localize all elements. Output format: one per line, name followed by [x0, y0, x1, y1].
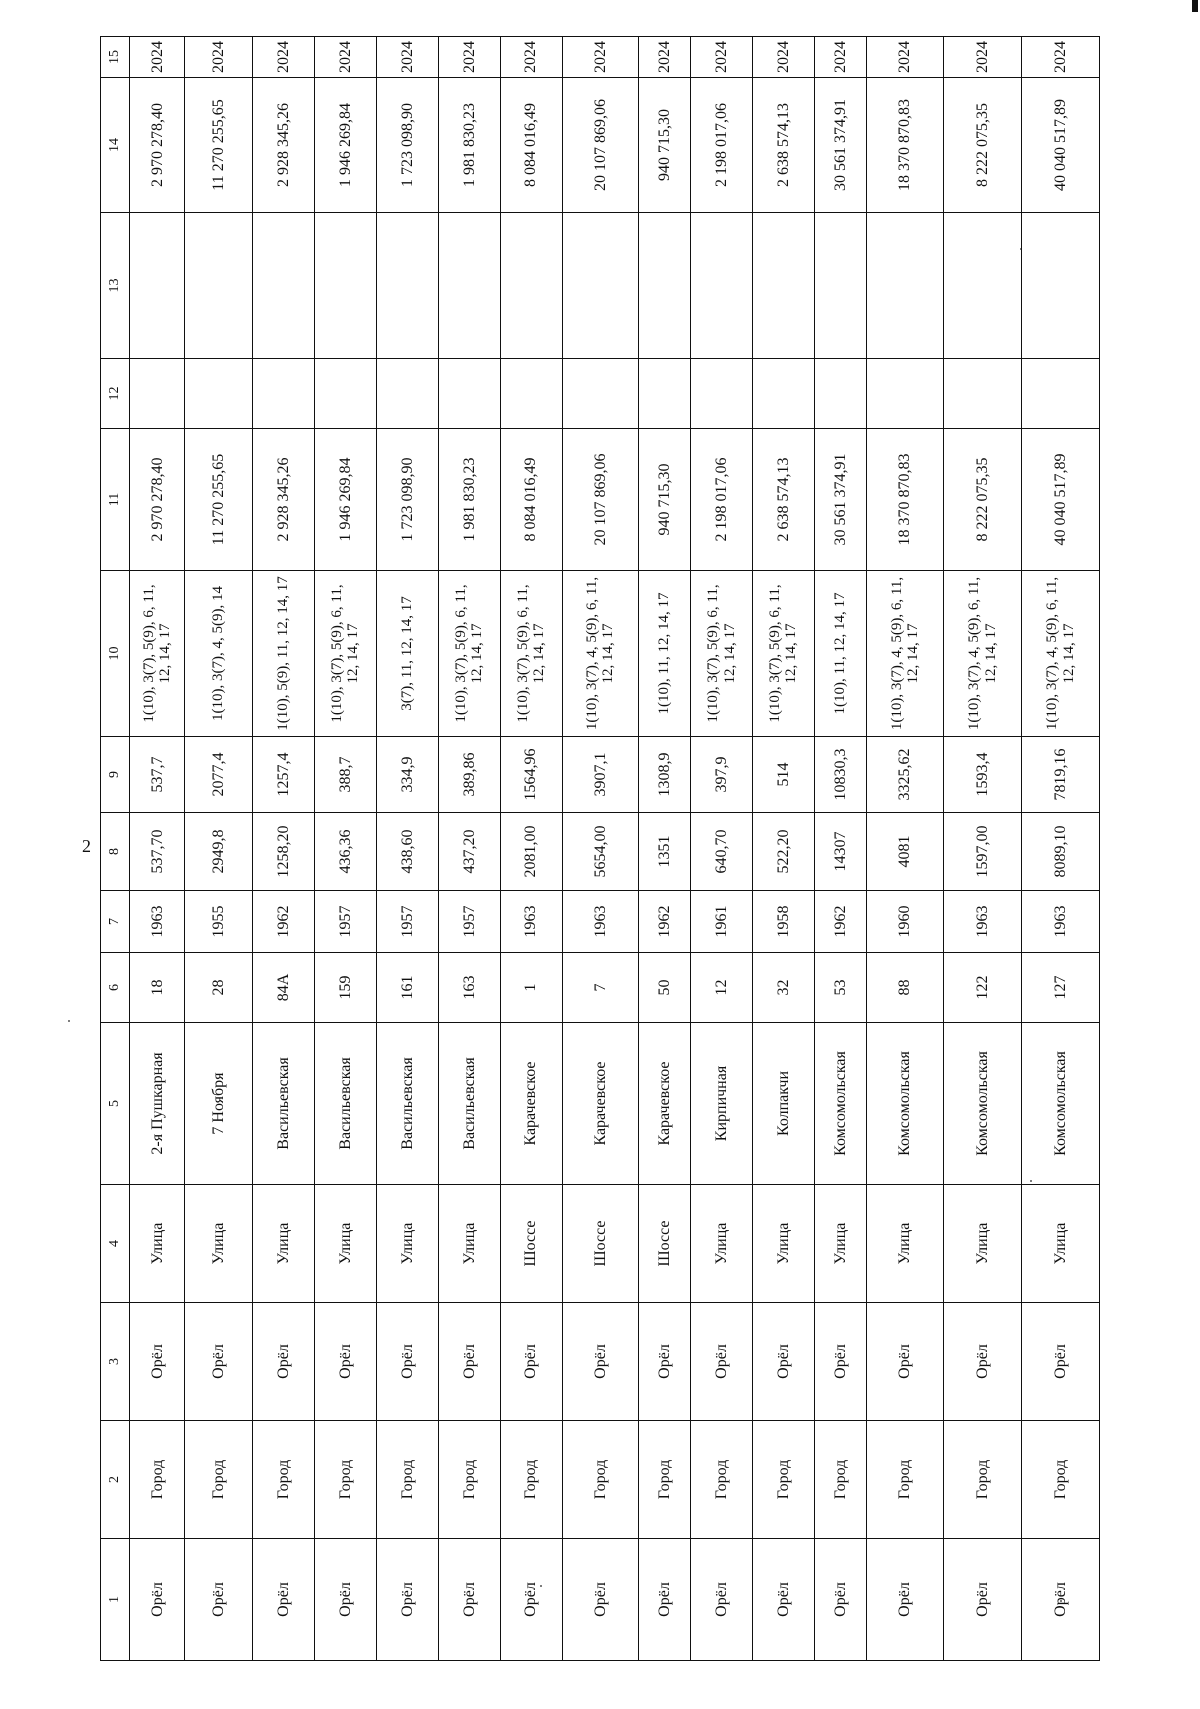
cell-col-5: Комсомольская [1022, 1023, 1100, 1185]
cell-col-1: Орёл [314, 1539, 376, 1661]
cell-col-4: Улица [376, 1185, 438, 1303]
cell-col-3: Орёл [500, 1303, 562, 1421]
cell-col-1: Орёл [814, 1539, 866, 1661]
cell-col-8: 2949,8 [185, 813, 253, 891]
cell-col-10: 1(10), 3(7), 4, 5(9), 6, 11, 12, 14, 17 [944, 571, 1022, 737]
cell-col-5: Колпакчи [753, 1023, 815, 1185]
cell-col-7: 1962 [639, 891, 691, 953]
cell-col-14: 940 715,30 [639, 78, 691, 213]
cell-col-14: 18 370 870,83 [866, 78, 944, 213]
cell-col-8: 2081,00 [500, 813, 562, 891]
cell-col-12 [691, 359, 753, 429]
table-row [314, 37, 376, 1661]
cell-col-15: 2024 [438, 37, 500, 78]
cell-col-10: 1(10), 3(7), 5(9), 6, 11, 12, 14, 17 [753, 571, 815, 737]
cell-col-13 [866, 213, 944, 359]
table-row [376, 37, 438, 1661]
cell-col-7: 1962 [253, 891, 315, 953]
cell-col-1: Орёл [691, 1539, 753, 1661]
cell-col-4: Шоссе [639, 1185, 691, 1303]
cell-col-5: Комсомольская [866, 1023, 944, 1185]
cell-col-3: Орёл [562, 1303, 639, 1421]
cell-col-13 [639, 213, 691, 359]
cell-col-3: Орёл [438, 1303, 500, 1421]
cell-col-2: Город [814, 1421, 866, 1539]
cell-col-12 [314, 359, 376, 429]
cell-col-3: Орёл [753, 1303, 815, 1421]
table-row [130, 37, 185, 1661]
cell-col-13 [314, 213, 376, 359]
cell-col-2: Город [753, 1421, 815, 1539]
column-number-7: 7 [101, 891, 130, 953]
cell-col-14: 20 107 869,06 [562, 78, 639, 213]
table-row [814, 37, 866, 1661]
cell-col-7: 1957 [438, 891, 500, 953]
cell-col-10: 1(10), 3(7), 5(9), 6, 11, 12, 14, 17 [314, 571, 376, 737]
cell-col-6: 32 [753, 953, 815, 1023]
cell-col-3: Орёл [253, 1303, 315, 1421]
cell-col-11: 20 107 869,06 [562, 429, 639, 571]
cell-col-3: Орёл [130, 1303, 185, 1421]
registry-table [100, 36, 1100, 1661]
cell-col-13 [691, 213, 753, 359]
column-number-3: 3 [101, 1303, 130, 1421]
cell-col-12 [376, 359, 438, 429]
cell-col-9: 388,7 [314, 737, 376, 813]
cell-col-13 [562, 213, 639, 359]
cell-col-1: Орёл [376, 1539, 438, 1661]
cell-col-12 [130, 359, 185, 429]
cell-col-9: 1257,4 [253, 737, 315, 813]
cell-col-15: 2024 [691, 37, 753, 78]
cell-col-4: Улица [130, 1185, 185, 1303]
table-row [185, 37, 253, 1661]
cell-col-8: 438,60 [376, 813, 438, 891]
cell-col-12 [944, 359, 1022, 429]
cell-col-12 [639, 359, 691, 429]
cell-col-2: Город [253, 1421, 315, 1539]
cell-col-7: 1957 [314, 891, 376, 953]
cell-col-15: 2024 [562, 37, 639, 78]
cell-col-12 [253, 359, 315, 429]
cell-col-11: 8 222 075,35 [944, 429, 1022, 571]
cell-col-2: Город [562, 1421, 639, 1539]
cell-col-8: 14307 [814, 813, 866, 891]
cell-col-6: 1 [500, 953, 562, 1023]
cell-col-2: Город [438, 1421, 500, 1539]
cell-col-11: 2 638 574,13 [753, 429, 815, 571]
cell-col-4: Улица [691, 1185, 753, 1303]
cell-col-14: 11 270 255,65 [185, 78, 253, 213]
cell-col-2: Город [500, 1421, 562, 1539]
cell-col-13 [500, 213, 562, 359]
cell-col-4: Улица [753, 1185, 815, 1303]
cell-col-13 [130, 213, 185, 359]
cell-col-11: 1 723 098,90 [376, 429, 438, 571]
cell-col-3: Орёл [376, 1303, 438, 1421]
cell-col-2: Город [314, 1421, 376, 1539]
cell-col-5: Васильевская [376, 1023, 438, 1185]
cell-col-7: 1955 [185, 891, 253, 953]
table-row [691, 37, 753, 1661]
rotated-table-wrapper [100, 37, 1100, 1661]
cell-col-5: Карачевское [562, 1023, 639, 1185]
cell-col-8: 1258,20 [253, 813, 315, 891]
cell-col-5: 2-я Пушкарная [130, 1023, 185, 1185]
cell-col-1: Орёл [1022, 1539, 1100, 1661]
column-number-14: 14 [101, 78, 130, 213]
cell-col-6: 159 [314, 953, 376, 1023]
cell-col-9: 2077,4 [185, 737, 253, 813]
cell-col-15: 2024 [944, 37, 1022, 78]
cell-col-5: 7 Ноября [185, 1023, 253, 1185]
cell-col-14: 8 222 075,35 [944, 78, 1022, 213]
cell-col-15: 2024 [253, 37, 315, 78]
table-row [1022, 37, 1100, 1661]
cell-col-9: 10830,3 [814, 737, 866, 813]
table-row [753, 37, 815, 1661]
cell-col-8: 522,20 [753, 813, 815, 891]
cell-col-10: 3(7), 11, 12, 14, 17 [376, 571, 438, 737]
cell-col-2: Город [944, 1421, 1022, 1539]
cell-col-3: Орёл [814, 1303, 866, 1421]
cell-col-14: 8 084 016,49 [500, 78, 562, 213]
cell-col-4: Улица [438, 1185, 500, 1303]
cell-col-6: 161 [376, 953, 438, 1023]
cell-col-10: 1(10), 11, 12, 14, 17 [639, 571, 691, 737]
cell-col-9: 334,9 [376, 737, 438, 813]
cell-col-14: 2 928 345,26 [253, 78, 315, 213]
cell-col-8: 4081 [866, 813, 944, 891]
table-row [253, 37, 315, 1661]
cell-col-3: Орёл [185, 1303, 253, 1421]
cell-col-9: 3907,1 [562, 737, 639, 813]
cell-col-1: Орёл [562, 1539, 639, 1661]
column-number-13: 13 [101, 213, 130, 359]
cell-col-7: 1960 [866, 891, 944, 953]
cell-col-1: Орёл [866, 1539, 944, 1661]
cell-col-15: 2024 [185, 37, 253, 78]
column-number-4: 4 [101, 1185, 130, 1303]
cell-col-11: 940 715,30 [639, 429, 691, 571]
cell-col-6: 12 [691, 953, 753, 1023]
cell-col-13 [814, 213, 866, 359]
cell-col-3: Орёл [866, 1303, 944, 1421]
cell-col-15: 2024 [639, 37, 691, 78]
cell-col-6: 122 [944, 953, 1022, 1023]
cell-col-11: 11 270 255,65 [185, 429, 253, 571]
cell-col-1: Орёл [753, 1539, 815, 1661]
cell-col-9: 1308,9 [639, 737, 691, 813]
cell-col-8: 436,36 [314, 813, 376, 891]
cell-col-3: Орёл [639, 1303, 691, 1421]
cell-col-9: 537,7 [130, 737, 185, 813]
cell-col-4: Шоссе [562, 1185, 639, 1303]
cell-col-13 [1022, 213, 1100, 359]
cell-col-4: Улица [253, 1185, 315, 1303]
cell-col-13 [185, 213, 253, 359]
cell-col-13 [944, 213, 1022, 359]
cell-col-11: 8 084 016,49 [500, 429, 562, 571]
column-number-9: 9 [101, 737, 130, 813]
cell-col-2: Город [376, 1421, 438, 1539]
cell-col-15: 2024 [753, 37, 815, 78]
cell-col-8: 537,70 [130, 813, 185, 891]
cell-col-7: 1963 [562, 891, 639, 953]
cell-col-1: Орёл [639, 1539, 691, 1661]
cell-col-15: 2024 [866, 37, 944, 78]
cell-col-5: Карачевское [639, 1023, 691, 1185]
cell-col-10: 1(10), 3(7), 5(9), 6, 11, 12, 14, 17 [130, 571, 185, 737]
cell-col-11: 2 928 345,26 [253, 429, 315, 571]
cell-col-12 [1022, 359, 1100, 429]
cell-col-11: 40 040 517,89 [1022, 429, 1100, 571]
cell-col-2: Город [130, 1421, 185, 1539]
cell-col-3: Орёл [691, 1303, 753, 1421]
cell-col-14: 1 981 830,23 [438, 78, 500, 213]
cell-col-11: 30 561 374,91 [814, 429, 866, 571]
cell-col-1: Орёл [185, 1539, 253, 1661]
cell-col-14: 1 723 098,90 [376, 78, 438, 213]
cell-col-1: Орёл [438, 1539, 500, 1661]
cell-col-13 [253, 213, 315, 359]
cell-col-7: 1957 [376, 891, 438, 953]
cell-col-9: 7819,16 [1022, 737, 1100, 813]
cell-col-10: 1(10), 3(7), 4, 5(9), 6, 11, 12, 14, 17 [1022, 571, 1100, 737]
cell-col-5: Карачевское [500, 1023, 562, 1185]
cell-col-10: 1(10), 3(7), 5(9), 6, 11, 12, 14, 17 [691, 571, 753, 737]
cell-col-9: 397,9 [691, 737, 753, 813]
table-row [639, 37, 691, 1661]
cell-col-15: 2024 [814, 37, 866, 78]
header-row [101, 37, 130, 1661]
cell-col-10: 1(10), 3(7), 4, 5(9), 6, 11, 12, 14, 17 [562, 571, 639, 737]
cell-col-8: 8089,10 [1022, 813, 1100, 891]
cell-col-12 [185, 359, 253, 429]
cell-col-14: 40 040 517,89 [1022, 78, 1100, 213]
cell-col-12 [753, 359, 815, 429]
cell-col-6: 88 [866, 953, 944, 1023]
cell-col-10: 1(10), 3(7), 5(9), 6, 11, 12, 14, 17 [500, 571, 562, 737]
cell-col-14: 30 561 374,91 [814, 78, 866, 213]
column-number-15: 15 [101, 37, 130, 78]
column-number-12: 12 [101, 359, 130, 429]
cell-col-5: Васильевская [253, 1023, 315, 1185]
cell-col-9: 514 [753, 737, 815, 813]
table-row [562, 37, 639, 1661]
scan-edge-mark [1192, 0, 1198, 12]
cell-col-7: 1961 [691, 891, 753, 953]
column-number-2: 2 [101, 1421, 130, 1539]
cell-col-13 [438, 213, 500, 359]
table-row [944, 37, 1022, 1661]
cell-col-8: 5654,00 [562, 813, 639, 891]
cell-col-4: Улица [185, 1185, 253, 1303]
cell-col-6: 53 [814, 953, 866, 1023]
column-number-6: 6 [101, 953, 130, 1023]
column-number-5: 5 [101, 1023, 130, 1185]
cell-col-14: 2 638 574,13 [753, 78, 815, 213]
cell-col-7: 1963 [130, 891, 185, 953]
cell-col-9: 1593,4 [944, 737, 1022, 813]
cell-col-6: 84А [253, 953, 315, 1023]
column-number-10: 10 [101, 571, 130, 737]
cell-col-5: Васильевская [438, 1023, 500, 1185]
column-number-1: 1 [101, 1539, 130, 1661]
cell-col-3: Орёл [314, 1303, 376, 1421]
cell-col-13 [376, 213, 438, 359]
cell-col-6: 163 [438, 953, 500, 1023]
cell-col-6: 7 [562, 953, 639, 1023]
cell-col-8: 1351 [639, 813, 691, 891]
cell-col-14: 1 946 269,84 [314, 78, 376, 213]
cell-col-11: 1 981 830,23 [438, 429, 500, 571]
cell-col-2: Город [691, 1421, 753, 1539]
cell-col-11: 1 946 269,84 [314, 429, 376, 571]
cell-col-6: 127 [1022, 953, 1100, 1023]
cell-col-7: 1963 [1022, 891, 1100, 953]
cell-col-4: Улица [814, 1185, 866, 1303]
cell-col-4: Улица [866, 1185, 944, 1303]
cell-col-10: 1(10), 3(7), 5(9), 6, 11, 12, 14, 17 [438, 571, 500, 737]
cell-col-4: Улица [1022, 1185, 1100, 1303]
page-number: 2 [82, 836, 91, 856]
cell-col-10: 1(10), 3(7), 4, 5(9), 14 [185, 571, 253, 737]
cell-col-9: 1564,96 [500, 737, 562, 813]
cell-col-15: 2024 [500, 37, 562, 78]
table-row [438, 37, 500, 1661]
cell-col-10: 1(10), 3(7), 4, 5(9), 6, 11, 12, 14, 17 [866, 571, 944, 737]
cell-col-7: 1962 [814, 891, 866, 953]
cell-col-2: Город [1022, 1421, 1100, 1539]
cell-col-15: 2024 [376, 37, 438, 78]
cell-col-4: Улица [944, 1185, 1022, 1303]
cell-col-12 [438, 359, 500, 429]
cell-col-5: Кирпичная [691, 1023, 753, 1185]
cell-col-7: 1963 [500, 891, 562, 953]
cell-col-15: 2024 [314, 37, 376, 78]
cell-col-11: 18 370 870,83 [866, 429, 944, 571]
cell-col-12 [500, 359, 562, 429]
cell-col-6: 28 [185, 953, 253, 1023]
scan-speck [68, 1020, 70, 1022]
cell-col-12 [814, 359, 866, 429]
cell-col-9: 3325,62 [866, 737, 944, 813]
cell-col-8: 640,70 [691, 813, 753, 891]
cell-col-5: Васильевская [314, 1023, 376, 1185]
table-row [500, 37, 562, 1661]
cell-col-6: 18 [130, 953, 185, 1023]
cell-col-2: Город [866, 1421, 944, 1539]
cell-col-14: 2 198 017,06 [691, 78, 753, 213]
cell-col-1: Орёл [253, 1539, 315, 1661]
cell-col-13 [753, 213, 815, 359]
cell-col-9: 389,86 [438, 737, 500, 813]
cell-col-15: 2024 [130, 37, 185, 78]
cell-col-1: Орёл [130, 1539, 185, 1661]
cell-col-1: Орёл [944, 1539, 1022, 1661]
table-body [101, 37, 1100, 1661]
cell-col-4: Шоссе [500, 1185, 562, 1303]
cell-col-11: 2 970 278,40 [130, 429, 185, 571]
cell-col-3: Орёл [1022, 1303, 1100, 1421]
cell-col-5: Комсомольская [814, 1023, 866, 1185]
cell-col-12 [866, 359, 944, 429]
cell-col-7: 1958 [753, 891, 815, 953]
cell-col-10: 1(10), 11, 12, 14, 17 [814, 571, 866, 737]
cell-col-8: 437,20 [438, 813, 500, 891]
column-number-11: 11 [101, 429, 130, 571]
cell-col-2: Город [185, 1421, 253, 1539]
cell-col-12 [562, 359, 639, 429]
cell-col-14: 2 970 278,40 [130, 78, 185, 213]
cell-col-7: 1963 [944, 891, 1022, 953]
cell-col-6: 50 [639, 953, 691, 1023]
cell-col-5: Комсомольская [944, 1023, 1022, 1185]
table-row [866, 37, 944, 1661]
cell-col-2: Город [639, 1421, 691, 1539]
cell-col-8: 1597,00 [944, 813, 1022, 891]
cell-col-11: 2 198 017,06 [691, 429, 753, 571]
cell-col-15: 2024 [1022, 37, 1100, 78]
cell-col-1: Орёл [500, 1539, 562, 1661]
column-number-8: 8 [101, 813, 130, 891]
cell-col-4: Улица [314, 1185, 376, 1303]
cell-col-10: 1(10), 5(9), 11, 12, 14, 17 [253, 571, 315, 737]
cell-col-3: Орёл [944, 1303, 1022, 1421]
